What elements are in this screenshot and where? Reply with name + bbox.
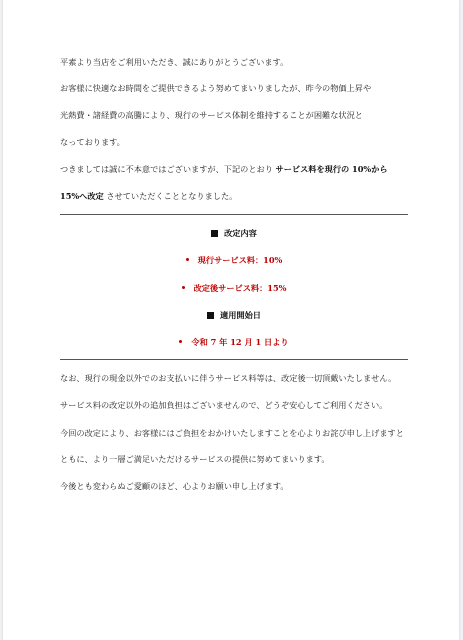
effective-title-text: 適用開始日 (220, 309, 261, 320)
service-fee-highlight: サービス料を現行の 10%から (275, 163, 388, 174)
bullet-dot-icon (186, 258, 189, 261)
closing-line-3: 今回の改定により、お客様にはご負担をおかけいたしますことを心よりお詫び申し上げますと (60, 427, 404, 438)
current-fee (60, 256, 408, 264)
current-fee-text: 現行サービス料：10% (197, 255, 283, 266)
effective-title (60, 311, 408, 319)
change-title-text: 改定内容 (224, 228, 257, 239)
bullet-dot-icon (182, 286, 185, 289)
notice-body (60, 58, 412, 490)
effective-date (60, 338, 408, 346)
intro-line-5 (60, 165, 412, 173)
square-bullet-icon (211, 230, 218, 237)
document-page (3, 0, 459, 640)
closing-line-1: なお、現行の現金以外でのお支払いに伴うサービス料等は、改定後一切頂戴いたしません。 (60, 373, 397, 384)
bullet-dot-icon (179, 340, 182, 343)
square-bullet-icon (207, 312, 214, 319)
revised-fee-text: 改定後サービス料：15% (193, 282, 287, 293)
intro-line-2: お客様に快適なお時間をご提供できるよう努めてまいりましたが、昨今の物価上昇や (60, 83, 372, 94)
intro-line-5-text: つきましては誠に不本意ではございますが、下記のとおり (60, 163, 273, 174)
closing-line-5: 今後とも変わらぬご愛顧のほど、心よりお願い申し上げます。 (60, 481, 289, 492)
effective-date-text: 令和 7 年 12 月 1 日より (191, 337, 289, 348)
intro-line-6 (60, 192, 412, 200)
intro-line-6-text: させていただくこととなりました。 (106, 191, 238, 202)
closing-line-4: ともに、より一層ご満足いただけるサービスの提供に努めてまいります。 (60, 453, 330, 464)
closing-line-2: サービス料の改定以外の追加負担はございませんので、どうぞ安心してご利用ください。 (60, 400, 388, 411)
revision-highlight: 15%へ改定 (60, 191, 104, 202)
change-title (60, 229, 408, 237)
intro-line-4: なっております。 (60, 136, 125, 147)
revised-fee (60, 284, 408, 292)
intro-line-1: 平素より当店をご利用いただき、誠にありがとうございます。 (60, 57, 289, 67)
intro-line-3: 光熱費・諸経費の高騰により、現行のサービス体制を維持することが困難な状況と (60, 110, 363, 121)
